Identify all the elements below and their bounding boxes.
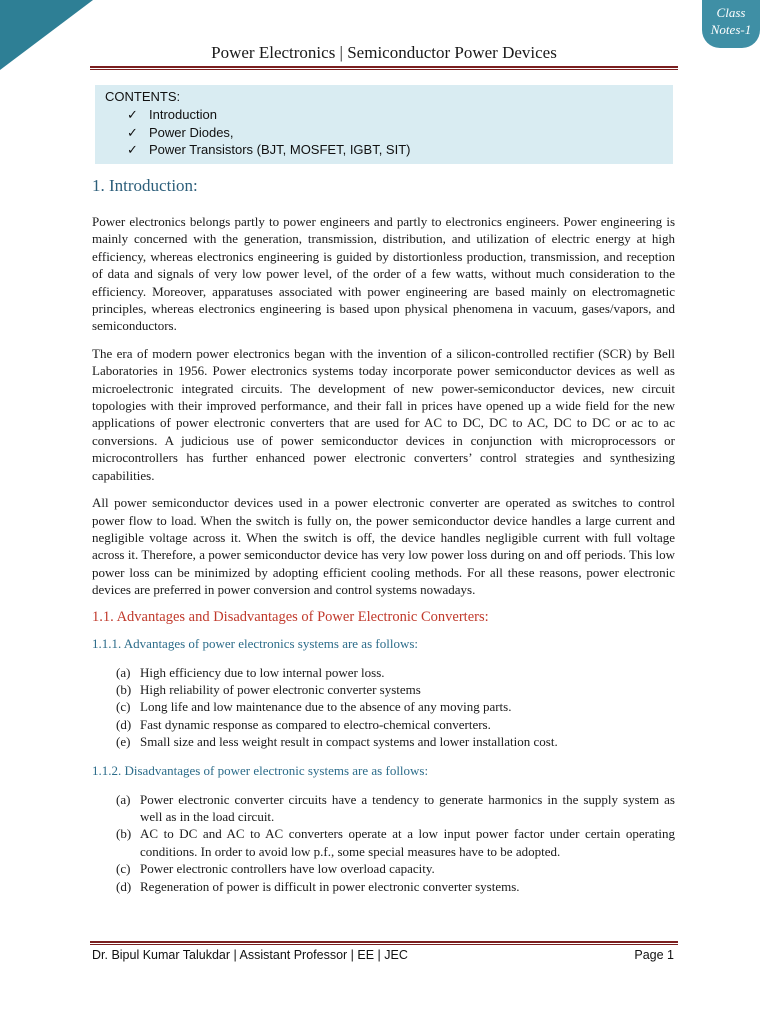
page-number: Page 1 — [634, 948, 674, 962]
list-marker: (c) — [116, 699, 131, 715]
list-item-text: Power electronic controllers have low overload capacity. — [140, 861, 435, 877]
list-marker: (e) — [116, 734, 131, 750]
list-item-text: Power electronic converter circuits have a tendency to generate harmonics in the supply system as well as in the load circuit. — [140, 791, 675, 824]
list-item — [92, 825, 675, 860]
list-item-text: Fast dynamic response as compared to electro-chemical converters. — [140, 716, 491, 732]
list-item-text: High reliability of power electronic converter systems — [140, 681, 421, 697]
badge-line-1: Class — [716, 5, 746, 20]
intro-paragraph-1: Power electronics belongs partly to power engineers and partly to electronics engineers. Power engineering is mainly concerned with the generation, transmission, distribution, and utilization of electric energy at high efficiency, whereas electronics engineering is guided by distortionless production, transmission, and reception of data and signals of very low power level, of the order of a few watts, without much consideration to the efficiency. Moreover, apparatuses associated with power engineering are based mainly on electromagnetic principles, whereas electronics engineering is based upon physical phenomena in vacuum, gases/vapors, and semiconductors. — [92, 214, 675, 334]
section-advantages-disadvantages-heading: 1.1. Advantages and Disadvantages of Power Electronic Converters: — [92, 608, 489, 625]
class-notes-badge — [702, 0, 760, 48]
page-header-title: Power Electronics | Semiconductor Power Devices — [211, 43, 557, 62]
footer-author: Dr. Bipul Kumar Talukdar | Assistant Professor | EE | JEC — [92, 948, 408, 962]
list-item — [92, 698, 675, 715]
list-item — [92, 716, 675, 733]
list-marker: (b) — [116, 681, 132, 697]
contents-item-label: Introduction — [149, 107, 217, 122]
header-rule — [90, 66, 678, 70]
list-item-text: Small size and less weight result in compact systems and lower installation cost. — [140, 734, 558, 750]
contents-item-label: Power Transistors (BJT, MOSFET, IGBT, SIT) — [149, 142, 411, 157]
list-item — [92, 681, 675, 698]
list-marker: (d) — [116, 878, 132, 894]
list-item-text: AC to DC and AC to AC converters operate at a low input power factor under certain operating conditions. In order to avoid low p.f., some special measures have to be adopted. — [140, 826, 675, 859]
list-marker: (b) — [116, 826, 132, 842]
main-content — [92, 176, 675, 907]
section-introduction-heading: 1. Introduction: — [92, 176, 198, 195]
disadvantages-subheading: 1.1.2. Disadvantages of power electronic systems are as follows: — [92, 762, 429, 778]
advantages-subheading: 1.1.1. Advantages of power electronics systems are as follows: — [92, 635, 419, 651]
contents-box — [95, 85, 673, 164]
advantages-list — [92, 664, 675, 751]
list-marker: (a) — [116, 791, 131, 807]
list-item — [92, 664, 675, 681]
list-marker: (d) — [116, 716, 132, 732]
intro-paragraph-2: The era of modern power electronics began with the invention of a silicon-controlled rectifier (SCR) by Bell Laboratories in 1956. Power electronics systems today incorporate power semiconductor devices as well as microelectronic integrated circuits. The development of new power-semiconductor devices, new circuit topologies with their improved performance, and their fall in prices have opened up a wide field for the new applications of power electronic converters that are used for AC to DC, DC to AC, DC to DC or ac to ac conversions. A judicious use of power semiconductor devices in conjunction with microprocessors or microcontrollers has further enhanced power electronic converters’ control strategies and synthesizing capabilities. — [92, 345, 675, 483]
checkmark-icon: ✓ — [127, 124, 138, 140]
intro-paragraph-3: All power semiconductor devices used in a power electronic converter are operated as switches to control power flow to load. When the switch is fully on, the power semiconductor device handles a large current and negligible voltage across it. When the switch is off, the device handles negligible current with full voltage across it. Therefore, a power semiconductor device has very low power loss during on and off periods. This low power loss can be minimized by adopting efficient cooling methods. For all these reasons, power electronic devices are preferred in power conversion and control systems nowadays. — [92, 495, 675, 598]
disadvantages-list — [92, 791, 675, 895]
contents-item — [127, 106, 411, 124]
badge-line-2: Notes-1 — [710, 22, 752, 37]
contents-list — [127, 106, 411, 159]
contents-item — [127, 141, 411, 159]
checkmark-icon: ✓ — [127, 142, 138, 157]
list-item — [92, 733, 675, 750]
list-item — [92, 878, 675, 895]
contents-item — [127, 124, 411, 142]
footer-rule — [90, 941, 678, 945]
list-item-text: Regeneration of power is difficult in power electronic converter systems. — [140, 878, 520, 894]
contents-item-label: Power Diodes, — [149, 124, 234, 140]
list-item — [92, 860, 675, 877]
list-item-text: High efficiency due to low internal power loss. — [140, 664, 385, 680]
list-marker: (a) — [116, 664, 131, 680]
checkmark-icon: ✓ — [127, 107, 138, 122]
contents-heading: CONTENTS: — [105, 89, 181, 104]
list-item-text: Long life and low maintenance due to the absence of any moving parts. — [140, 699, 512, 715]
list-item — [92, 791, 675, 826]
list-marker: (c) — [116, 861, 131, 877]
